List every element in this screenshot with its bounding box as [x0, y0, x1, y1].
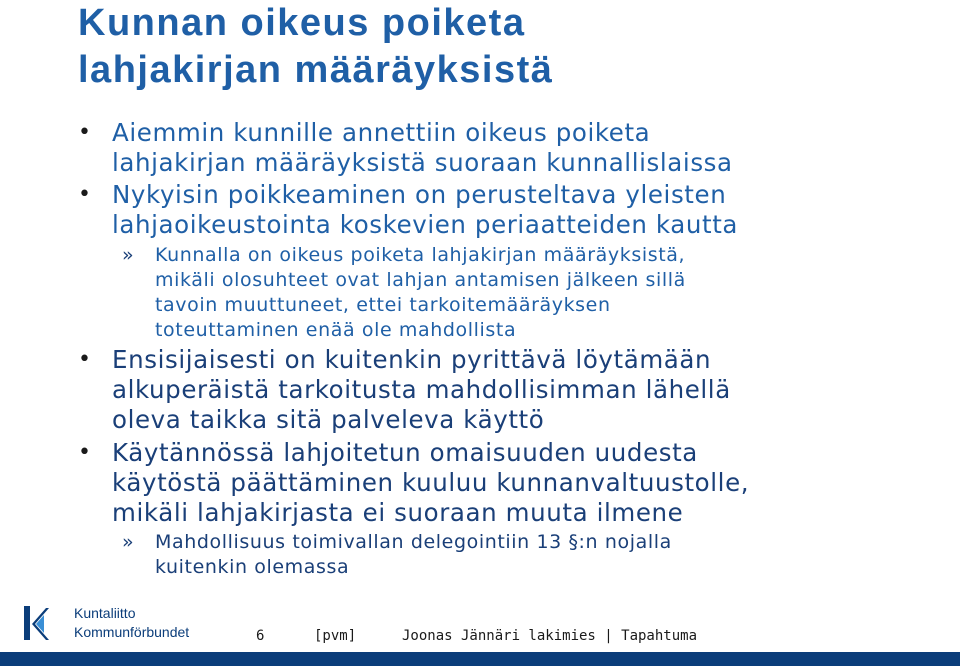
- sub-item-1-line-1: Kunnalla on oikeus poiketa lahjakirjan määräyksistä,: [155, 244, 686, 266]
- logo-line-2: Kommunförbundet: [74, 624, 190, 640]
- title-line-2: lahjakirjan määräyksistä: [78, 49, 554, 91]
- sub-item-2-line-2: kuitenkin olemassa: [155, 556, 350, 578]
- bullet-item-4-line-3: mikäli lahjakirjasta ei suoraan muuta ilmene: [112, 498, 684, 527]
- bullet-item-1-line-1: Aiemmin kunnille annettiin oikeus poiketa: [112, 118, 651, 147]
- sub-item-2-line-1: Mahdollisuus toimivallan delegointiin 13 §:n nojalla: [155, 531, 672, 553]
- bullet-icon: •: [78, 120, 91, 145]
- bullet-item-4: [112, 438, 749, 528]
- bullet-icon: •: [78, 347, 91, 372]
- bullet-item-2-line-1: Nykyisin poikkeaminen on perusteltava yleisten: [112, 180, 727, 209]
- bullet-item-3-line-3: oleva taikka sitä palveleva käyttö: [112, 405, 545, 434]
- sub-item-1-line-3: tavoin muuttuneet, ettei tarkoitemääräyksen: [155, 294, 611, 316]
- logo-mark-icon: [22, 604, 50, 644]
- bullet-item-2-line-2: lahjaoikeustointa koskevien periaatteiden kautta: [112, 210, 739, 239]
- bullet-item-1-line-2: lahjakirjan määräyksistä suoraan kunnallislaissa: [112, 148, 733, 177]
- footer-presenter: Joonas Jännäri lakimies | Tapahtuma: [402, 628, 698, 644]
- sub-bullet-marker: »: [122, 244, 134, 266]
- sub-item-2: [155, 530, 672, 580]
- bottom-brand-bar: [0, 652, 960, 666]
- bullet-item-4-line-2: käytöstä päättäminen kuuluu kunnanvaltuustolle,: [112, 468, 750, 497]
- bullet-item-3-line-1: Ensisijaisesti on kuitenkin pyrittävä löytämään: [112, 345, 712, 374]
- bullet-item-1: [112, 118, 733, 178]
- bullet-item-3-line-2: alkuperäistä tarkoitusta mahdollisimman lähellä: [112, 375, 731, 404]
- sub-item-1: [155, 243, 686, 343]
- bullet-icon: •: [78, 440, 91, 465]
- bullet-icon: •: [78, 182, 91, 207]
- logo-line-1: Kuntaliitto: [74, 605, 136, 621]
- title-line-1: Kunnan oikeus poiketa: [78, 2, 526, 44]
- bullet-item-3: [112, 345, 731, 435]
- sub-item-1-line-2: mikäli olosuhteet ovat lahjan antamisen jälkeen sillä: [155, 269, 686, 291]
- bullet-item-2: [112, 180, 738, 240]
- page-number: 6: [256, 628, 265, 644]
- sub-bullet-marker: »: [122, 531, 134, 553]
- logo-wordmark: [74, 604, 189, 642]
- footer-date: [pvm]: [314, 628, 357, 644]
- slide-title: [78, 0, 938, 94]
- kuntaliitto-logo: [22, 604, 192, 646]
- sub-item-1-line-4: toteuttaminen enää ole mahdollista: [155, 319, 517, 341]
- bullet-item-4-line-1: Käytännössä lahjoitetun omaisuuden uudesta: [112, 438, 698, 467]
